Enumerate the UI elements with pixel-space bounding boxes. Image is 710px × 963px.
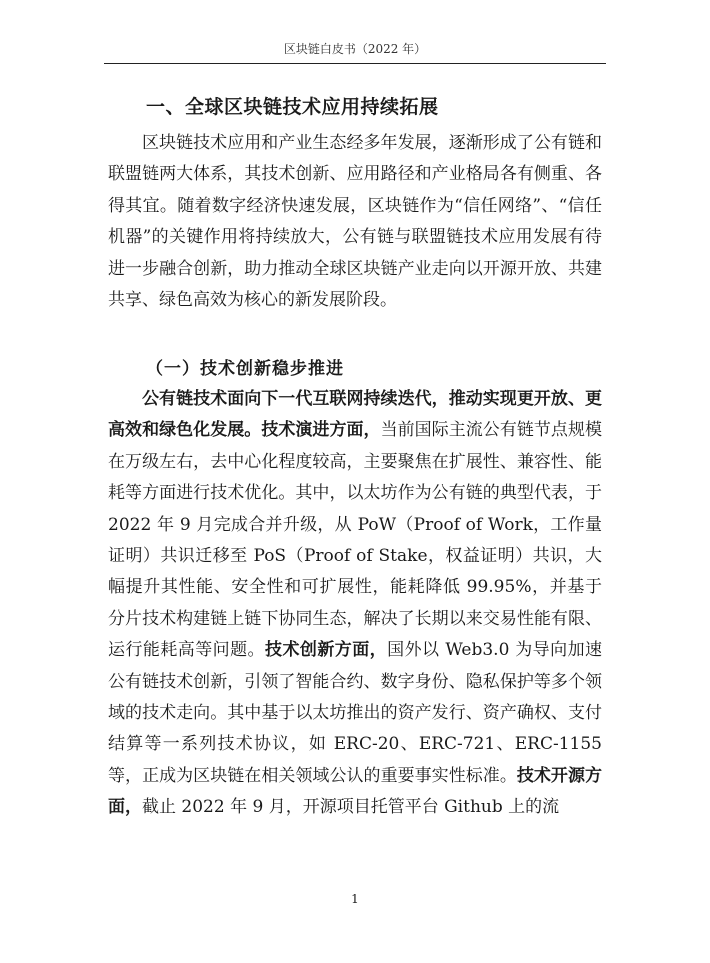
body-paragraph xyxy=(108,384,602,824)
intro-paragraph: 区块链技术应用和产业生态经多年发展，逐渐形成了公有链和联盟链两大体系，其技术创新、应用路径和产业格局各有侧重、各得其宜。随着数字经济快速发展，区块链作为“信任网络”、“信任机器”的关键作用将持续放大，公有链与联盟链技术应用发展有待进一步融合创新，助力推动全球区块链产业走向以开源开放、共建共享、绿色高效为核心的新发展阶段。 xyxy=(108,133,602,311)
innovation-label: 技术创新方面， xyxy=(265,640,388,661)
evolution-text: 当前国际主流公有链节点规模在万级左右，去中心化程度较高，主要聚焦在扩展性、兼容性、能耗等方面进行技术优化。其中，以太坊作为公有链的典型代表，于 2022 年 9 月完成合并升级，从 PoW（Proof of Work，工作量证明）共识迁移至 PoS（Proof of Stake，权益证明）共识，大幅提升其性能、安全性和可扩展性，能耗降低 99.95%，并基于分片技术构建链上链下协同生态，解决了长期以来交易性能有限、运行能耗高等问题。 xyxy=(108,420,603,661)
running-header: 区块链白皮书（2022 年） xyxy=(283,42,427,56)
opensource-label: 技术开源方面， xyxy=(108,765,603,818)
innovation-text: 国外以 Web3.0 为导向加速公有链技术创新，引领了智能合约、数字身份、隐私保护等多个领域的技术走向。其中基于以太坊推出的资产发行、资产确权、支付结算等一系列技术协议，如 ERC-20、ERC-721、ERC-1155 等，正成为区块链在相关领域公认的重要事实性标准。 xyxy=(108,640,603,786)
subsection-heading: （一）技术创新稳步推进 xyxy=(146,359,344,379)
lead-bold-sentence: 公有链技术面向下一代互联网持续迭代，推动实现更开放、更高效和绿色化发展。 xyxy=(108,389,602,441)
opensource-text: 截止 2022 年 9 月，开源项目托管平台 Github 上的流 xyxy=(142,797,560,818)
header-rule xyxy=(104,63,606,64)
page-number: 1 xyxy=(351,892,359,906)
section-heading: 一、全球区块链技术应用持续拓展 xyxy=(146,96,439,118)
evolution-label: 技术演进方面， xyxy=(261,420,381,441)
